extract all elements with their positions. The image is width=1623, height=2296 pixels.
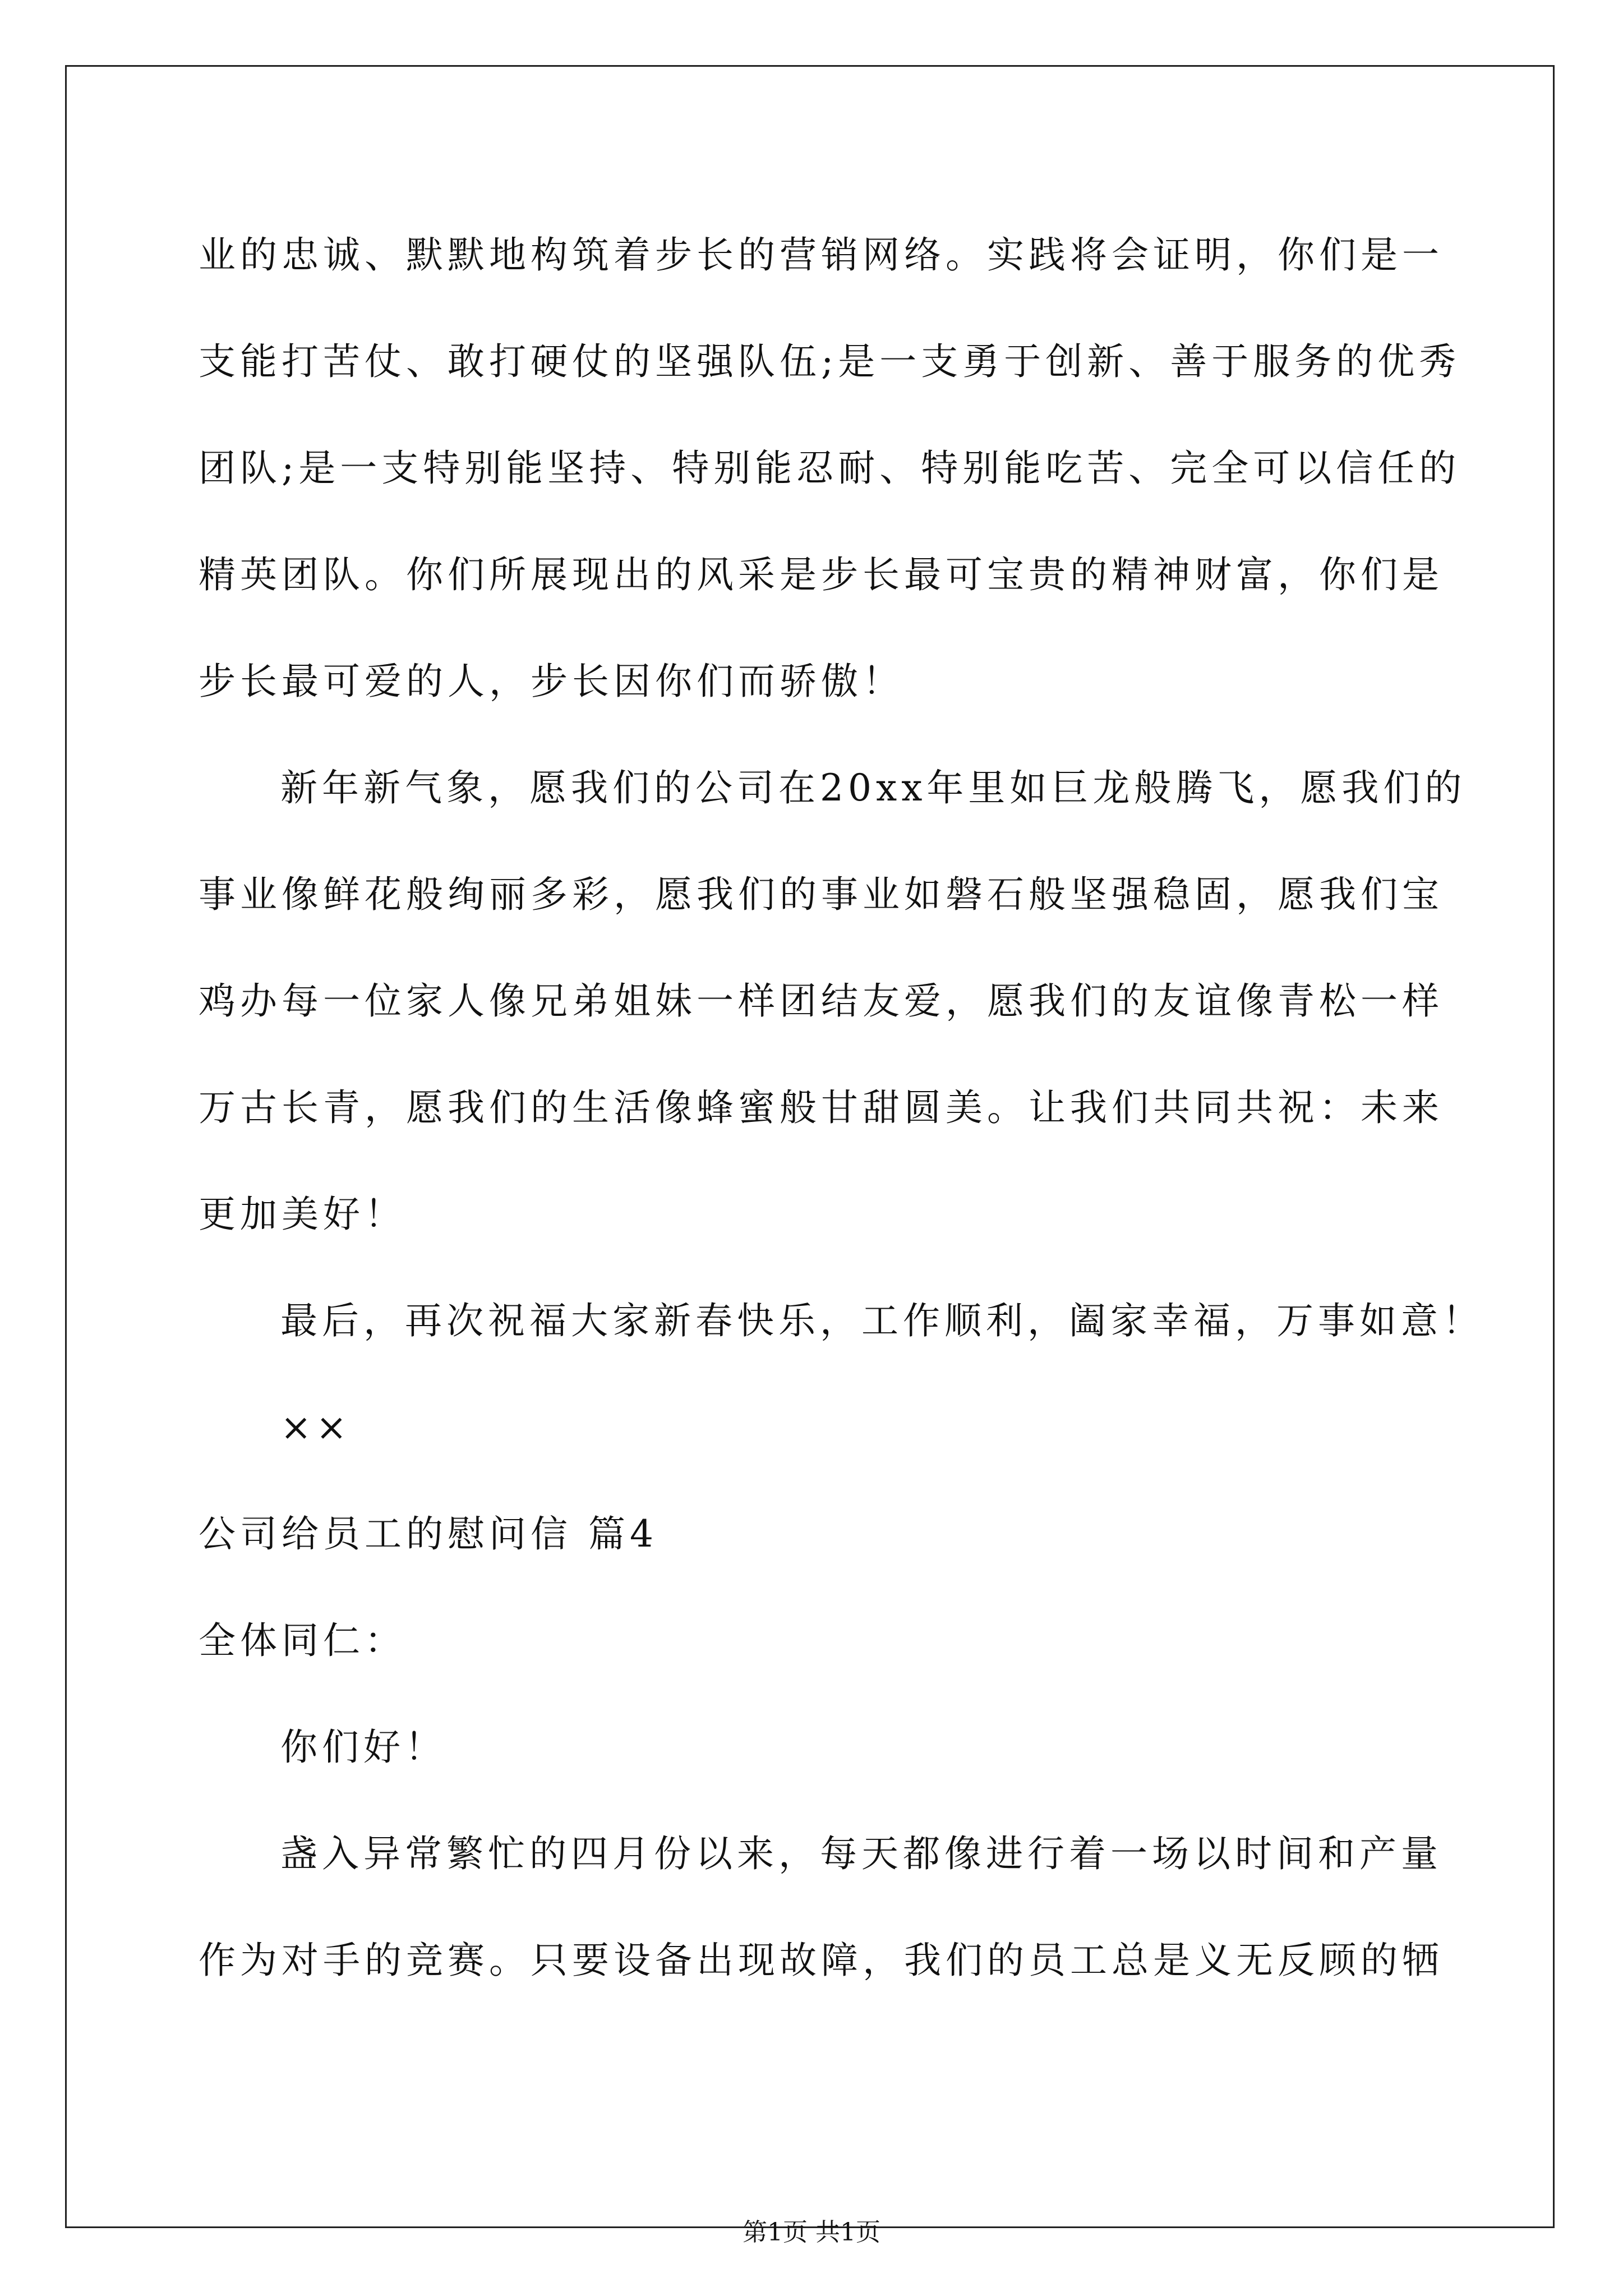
text-line: 作为对手的竞赛。只要设备出现故障，我们的员工总是义无反顾的牺: [199, 1939, 1444, 1982]
text-line: 盏入异常繁忙的四月份以来，每天都像进行着一场以时间和产量: [280, 1832, 1442, 1875]
text-line: 团队;是一支特别能坚持、特别能忍耐、特别能吃苦、完全可以信任的: [199, 447, 1461, 490]
text-line: 更加美好！: [199, 1193, 406, 1236]
text-line: 精英团队。你们所展现出的风采是步长最可宝贵的精神财富，你们是: [199, 553, 1444, 596]
page-footer: 第1页 共1页: [743, 2218, 880, 2247]
text-line: 新年新气象，愿我们的公司在20xx年里如巨龙般腾飞，愿我们的: [280, 766, 1467, 809]
salutation: 全体同仁：: [199, 1619, 406, 1662]
text-line: 最后，再次祝福大家新春快乐，工作顺利，阖家幸福，万事如意！: [280, 1299, 1484, 1342]
greeting: 你们好！: [280, 1726, 446, 1769]
text-line: 支能打苦仗、敢打硬仗的坚强队伍;是一支勇于创新、善于服务的优秀: [199, 340, 1461, 383]
text-line: 业的忠诚、默默地构筑着步长的营销网络。实践将会证明，你们是一: [199, 233, 1444, 277]
text-line: 鸡办每一位家人像兄弟姐妹一样团结友爱，愿我们的友谊像青松一样: [199, 979, 1444, 1023]
section-title: 公司给员工的慰问信 篇4: [199, 1512, 658, 1556]
text-line: 步长最可爱的人，步长因你们而骄傲！: [199, 660, 904, 703]
text-line: 事业像鲜花般绚丽多彩，愿我们的事业如磐石般坚强稳固，愿我们宝: [199, 873, 1444, 916]
signature-line: ××: [280, 1406, 352, 1449]
text-line: 万古长青，愿我们的生活像蜂蜜般甘甜圆美。让我们共同共祝：未来: [199, 1086, 1444, 1129]
document-body: [199, 202, 1484, 2014]
